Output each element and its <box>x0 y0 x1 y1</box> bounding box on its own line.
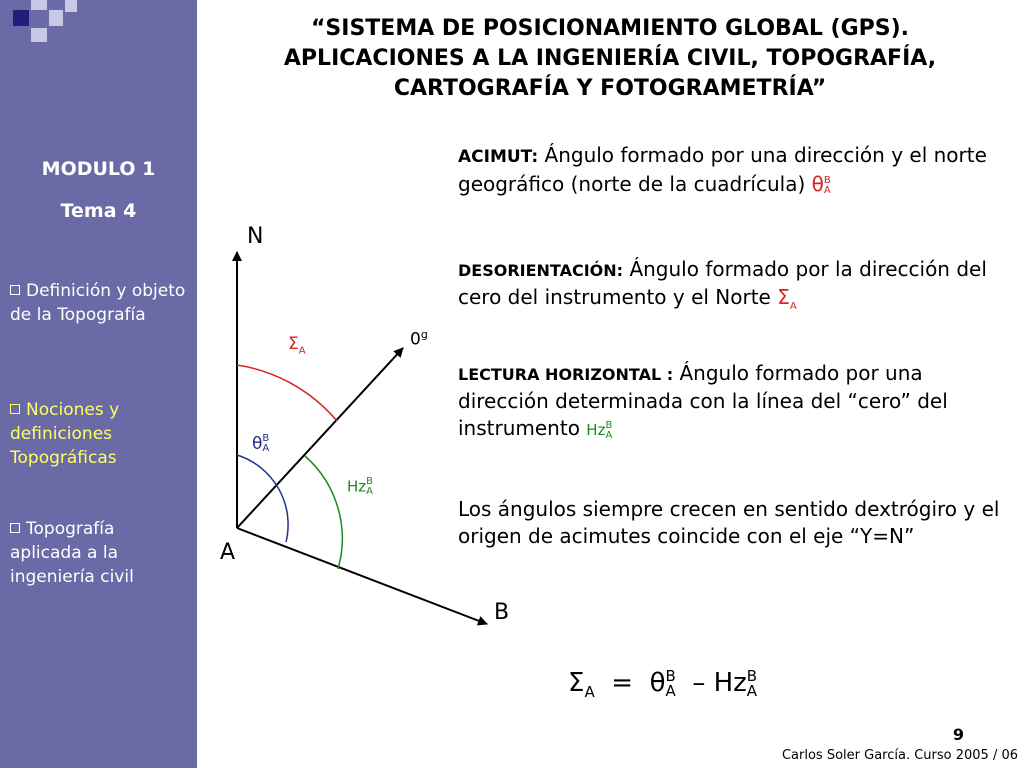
tema-label: Tema 4 <box>60 200 137 222</box>
sup-b: B <box>665 666 676 685</box>
theta-symbol: θ <box>811 172 824 196</box>
desorientacion-definition <box>458 256 1008 320</box>
title-line: CARTOGRAFÍA Y FOTOGRAMETRÍA” <box>393 76 827 101</box>
sigma-arc-label <box>288 334 306 356</box>
lectura-label: LECTURA HORIZONTAL : <box>458 365 674 384</box>
sigma-symbol: Σ <box>288 334 299 354</box>
desorientacion-text: Ángulo formado por la dirección del cero del instrumento y el Norte <box>458 257 987 309</box>
sup-b: B <box>605 419 613 431</box>
title-line: “SISTEMA DE POSICIONAMIENTO GLOBAL (GPS). <box>310 16 910 41</box>
north-label: N <box>247 224 264 249</box>
sigma-symbol: Σ <box>777 285 790 309</box>
sigma-symbol: Σ <box>568 668 585 698</box>
theta-ab-symbol <box>812 172 831 196</box>
topic-label: Nociones y definiciones Topográficas <box>10 400 120 468</box>
acimut-text: Ángulo formado por una dirección y el norte geográfico (norte de la cuadrícula) <box>458 143 987 196</box>
formula <box>568 668 757 701</box>
theta-symbol: θ <box>649 668 666 698</box>
minus-sign: – <box>692 668 706 698</box>
sub-a: A <box>605 429 613 441</box>
lectura-definition <box>458 360 1008 444</box>
theta-arc <box>237 455 288 542</box>
hz-arc-label <box>347 477 373 497</box>
direction-ab-line <box>237 528 487 624</box>
sub-a: A <box>746 681 758 700</box>
page-number: 9 <box>952 725 964 744</box>
footer-credit: Carlos Soler García. Curso 2005 / 06 <box>781 748 1018 763</box>
sub-a: A <box>298 345 306 357</box>
sigma-a-symbol <box>777 285 797 312</box>
note-paragraph: Los ángulos siempre crecen en sentido dextrógiro y el origen de acimutes coincide con el eje “Y=N” <box>458 497 1000 548</box>
hz-symbol: Hz <box>713 668 747 698</box>
sigma-arc <box>237 365 337 421</box>
lectura-text: Ángulo formado por una dirección determinada con la línea del “cero” del instrumento <box>458 361 948 440</box>
sup-b: B <box>366 476 374 487</box>
title-line: APLICACIONES A LA INGENIERÍA CIVIL, TOPOGRAFÍA, <box>283 46 937 71</box>
topic-label: Topografía aplicada a la ingeniería civil <box>10 519 134 587</box>
theta-arc-label <box>252 434 269 454</box>
sup-b: B <box>823 174 831 186</box>
module-label: MODULO 1 <box>41 158 156 180</box>
sup-b: B <box>262 433 270 444</box>
desorientacion-label: DESORIENTACIÓN: <box>458 261 624 280</box>
topic-label: Definición y objeto de la Topografía <box>10 281 186 325</box>
sup-b: B <box>746 666 758 685</box>
point-a-label: A <box>220 540 236 565</box>
hz-symbol: Hz <box>347 477 367 496</box>
acimut-label: ACIMUT: <box>458 147 539 167</box>
sub-a: A <box>789 301 797 312</box>
hz-symbol: Hz <box>586 421 606 439</box>
equals-sign: = <box>611 668 634 698</box>
theta-symbol: θ <box>252 434 263 454</box>
acimut-definition <box>458 142 1008 198</box>
sub-a: A <box>665 681 676 700</box>
sub-a: A <box>584 683 595 702</box>
sub-a: A <box>262 443 270 454</box>
hz-ab-symbol <box>586 421 612 439</box>
sub-a: A <box>823 184 831 196</box>
sub-a: A <box>366 486 373 497</box>
point-b-label: B <box>494 600 510 625</box>
hz-arc <box>305 456 342 569</box>
zero-grad-label: 0$^g$ <box>410 328 428 350</box>
